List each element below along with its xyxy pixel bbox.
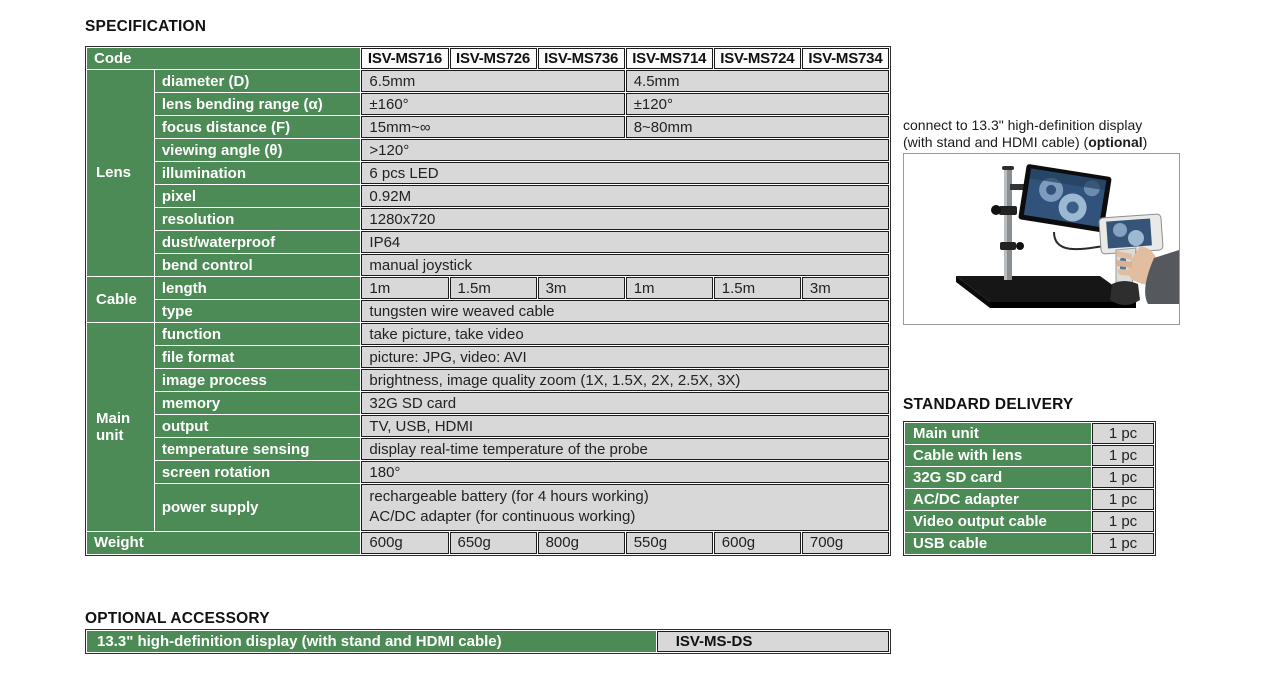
stand-clamp (1000, 242, 1016, 250)
power-supply-line1: rechargeable battery (for 4 hours working) (369, 488, 649, 505)
model-code-header: ISV-MS724 (714, 48, 801, 69)
model-code-header: ISV-MS716 (361, 48, 448, 69)
delivery-qty: 1 pc (1092, 467, 1154, 488)
spec-row-dust-waterproof (87, 231, 889, 253)
spec-row-function (87, 323, 889, 345)
spec-value: picture: JPG, video: AVI (361, 346, 889, 368)
spec-label: screen rotation (155, 461, 361, 483)
optional-accessory-title: OPTIONAL ACCESSORY (85, 610, 270, 627)
spec-label: function (155, 323, 361, 345)
spec-value: take picture, take video (361, 323, 889, 345)
spec-row-diameter (87, 70, 889, 92)
model-code-header: ISV-MS714 (626, 48, 713, 69)
spec-row-bend-control (87, 254, 889, 276)
group-label-cable: Cable (87, 277, 154, 322)
delivery-row (905, 423, 1154, 444)
spec-value: brightness, image quality zoom (1X, 1.5X, 2X, 2.5X, 3X) (361, 369, 889, 391)
display-option-note (903, 117, 1183, 151)
delivery-item: USB cable (905, 533, 1091, 554)
spec-value: ±160° (361, 93, 624, 115)
spec-value: 600g (714, 532, 801, 554)
spec-row-image-process (87, 369, 889, 391)
note-line2-prefix: (with stand and HDMI cable) ( (903, 134, 1089, 150)
delivery-row (905, 533, 1154, 554)
spec-value: 3m (802, 277, 889, 299)
spec-row-cable-type (87, 300, 889, 322)
spec-header-row (87, 48, 889, 69)
delivery-item: Main unit (905, 423, 1091, 444)
delivery-item: Cable with lens (905, 445, 1091, 466)
spec-value: 4.5mm (626, 70, 889, 92)
spec-value: >120° (361, 139, 889, 161)
spec-value: 1.5m (450, 277, 537, 299)
spec-label: temperature sensing (155, 438, 361, 460)
spec-value: 15mm~∞ (361, 116, 624, 138)
delivery-item: Video output cable (905, 511, 1091, 532)
spec-value: 1m (626, 277, 713, 299)
code-header-label: Code (87, 48, 360, 69)
spec-row-memory (87, 392, 889, 414)
spec-row-focus-distance (87, 116, 889, 138)
delivery-row (905, 467, 1154, 488)
spec-value: 1280x720 (361, 208, 889, 230)
spec-value: 800g (538, 532, 625, 554)
spec-value: 180° (361, 461, 889, 483)
spec-row-illumination (87, 162, 889, 184)
standard-delivery-title: STANDARD DELIVERY (903, 396, 1074, 413)
spec-label: image process (155, 369, 361, 391)
spec-value: 32G SD card (361, 392, 889, 414)
model-code-header: ISV-MS736 (538, 48, 625, 69)
spec-label: resolution (155, 208, 361, 230)
delivery-qty: 1 pc (1092, 423, 1154, 444)
spec-value: 6.5mm (361, 70, 624, 92)
optional-accessory-code: ISV-MS-DS (657, 631, 889, 652)
spec-label: viewing angle (θ) (155, 139, 361, 161)
spec-value: display real-time temperature of the probe (361, 438, 889, 460)
spec-value: manual joystick (361, 254, 889, 276)
spec-value: 1m (361, 277, 448, 299)
optional-accessory-row (87, 631, 889, 652)
spec-label: lens bending range (α) (155, 93, 361, 115)
group-label-lens: Lens (87, 70, 154, 276)
spec-label: dust/waterproof (155, 231, 361, 253)
optional-accessory-item: 13.3" high-definition display (with stand and HDMI cable) (87, 631, 656, 652)
spec-label: length (155, 277, 361, 299)
hdmi-cable (1054, 232, 1104, 249)
specification-table (85, 46, 891, 556)
delivery-qty: 1 pc (1092, 533, 1154, 554)
spec-value: 3m (538, 277, 625, 299)
spec-value: 6 pcs LED (361, 162, 889, 184)
spec-value: IP64 (361, 231, 889, 253)
group-label-weight: Weight (87, 532, 360, 554)
standard-delivery-table (903, 421, 1156, 556)
spec-value: 700g (802, 532, 889, 554)
spec-value: TV, USB, HDMI (361, 415, 889, 437)
optional-accessory-table (85, 629, 891, 654)
spec-value: ±120° (626, 93, 889, 115)
spec-label: focus distance (F) (155, 116, 361, 138)
spec-row-resolution (87, 208, 889, 230)
spec-row-viewing-angle (87, 139, 889, 161)
spec-value: 650g (450, 532, 537, 554)
delivery-row (905, 489, 1154, 510)
spec-label: pixel (155, 185, 361, 207)
specification-title: SPECIFICATION (85, 18, 207, 35)
spec-label: illumination (155, 162, 361, 184)
delivery-qty: 1 pc (1092, 489, 1154, 510)
note-line1: connect to 13.3" high-definition display (903, 117, 1143, 133)
spec-label: file format (155, 346, 361, 368)
spec-row-weight (87, 532, 889, 554)
spec-value: 600g (361, 532, 448, 554)
spec-row-power-supply (87, 484, 889, 531)
spec-value (361, 484, 889, 531)
note-line2-suffix: ) (1142, 134, 1148, 150)
grip-cap (1110, 281, 1140, 305)
hd-display (1018, 164, 1112, 233)
power-supply-line2: AC/DC adapter (for continuous working) (369, 508, 636, 526)
delivery-row (905, 445, 1154, 466)
delivery-row (905, 511, 1154, 532)
group-label-main-unit: Main unit (87, 323, 154, 531)
spec-value: 8~80mm (626, 116, 889, 138)
spec-value: 0.92M (361, 185, 889, 207)
stand-clamp (999, 206, 1017, 215)
model-code-header: ISV-MS734 (802, 48, 889, 69)
product-photo (903, 153, 1180, 325)
spec-row-temperature-sensing (87, 438, 889, 460)
spec-label: output (155, 415, 361, 437)
model-code-header: ISV-MS726 (450, 48, 537, 69)
display-stand-illustration (904, 154, 1179, 324)
delivery-qty: 1 pc (1092, 511, 1154, 532)
spec-value: 1.5m (714, 277, 801, 299)
spec-row-bending-range (87, 93, 889, 115)
delivery-item: AC/DC adapter (905, 489, 1091, 510)
spec-row-cable-length (87, 277, 889, 299)
spec-row-output (87, 415, 889, 437)
spec-label: diameter (D) (155, 70, 361, 92)
spec-label: bend control (155, 254, 361, 276)
delivery-item: 32G SD card (905, 467, 1091, 488)
spec-row-screen-rotation (87, 461, 889, 483)
spec-value: 550g (626, 532, 713, 554)
spec-label: type (155, 300, 361, 322)
spec-row-file-format (87, 346, 889, 368)
spec-value: tungsten wire weaved cable (361, 300, 889, 322)
note-optional-bold: optional (1088, 134, 1143, 150)
spec-label: power supply (155, 484, 361, 531)
delivery-qty: 1 pc (1092, 445, 1154, 466)
spec-label: memory (155, 392, 361, 414)
spec-row-pixel (87, 185, 889, 207)
